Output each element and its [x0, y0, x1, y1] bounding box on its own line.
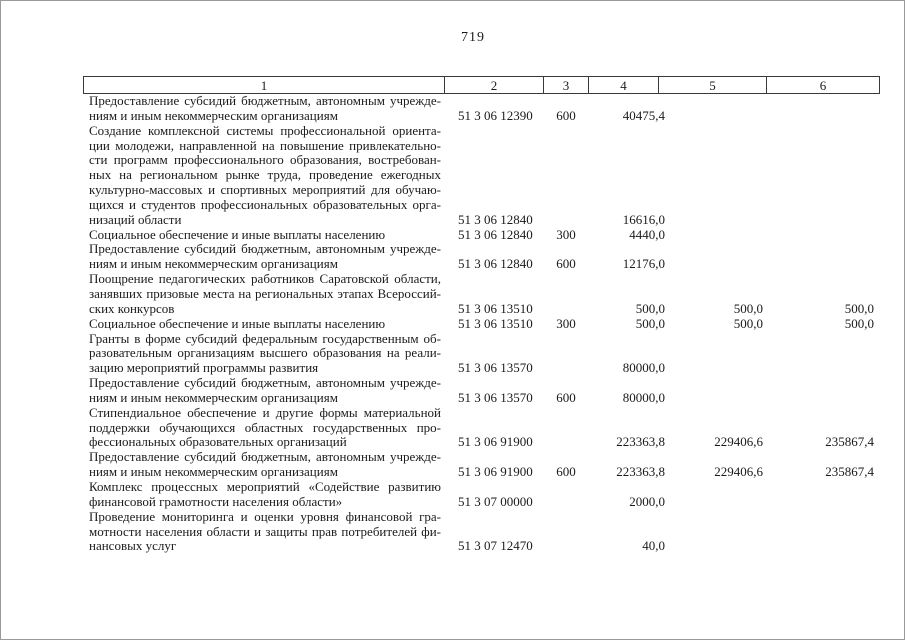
column-header-3: 3	[544, 77, 589, 93]
expense-type-cell: 600	[556, 389, 576, 405]
program-name-line: ниям и иным некоммерческим организациям	[89, 464, 338, 480]
table-row	[83, 480, 880, 510]
column-header-6: 6	[819, 78, 827, 93]
program-name-line: низаций области	[89, 211, 182, 227]
expense-type-cell: 300	[556, 315, 576, 331]
program-name-line: Социальное обеспечение и иные выплаты населению	[89, 226, 386, 242]
amount-col4-cell: 223363,8	[616, 464, 665, 480]
program-name-line: мотности населения области и защиты прав потребителей фи-	[89, 523, 441, 539]
program-name-line: ниям и иным некоммерческим организациям	[89, 256, 338, 272]
budget-code-cell: 51 3 06 13570	[458, 360, 533, 376]
amount-col4-cell: 80000,0	[622, 360, 665, 376]
amount-col4-cell: 2000,0	[629, 493, 665, 509]
budget-code-cell: 51 3 06 12390	[458, 107, 533, 123]
budget-code-cell: 51 3 06 91900	[458, 434, 533, 450]
amount-col5-cell: 500,0	[733, 300, 763, 316]
program-name-line: разовательным организациям высшего образования на реали-	[89, 345, 441, 361]
program-name-line: ниям и иным некоммерческим организациям	[89, 107, 338, 123]
program-name-cell	[89, 332, 441, 377]
program-name-line: щихся и студентов профессиональных образовательных орга-	[89, 196, 441, 212]
column-header-1: 1	[84, 77, 445, 93]
expense-type-cell: 600	[556, 107, 576, 123]
program-name-cell	[89, 480, 441, 510]
budget-code-cell: 51 3 06 91900	[458, 464, 533, 480]
amount-col6-cell: 235867,4	[825, 464, 874, 480]
program-name-line: Комплекс процессных мероприятий «Содействие развитию	[89, 479, 441, 495]
table-body	[83, 94, 880, 554]
amount-col4-cell: 500,0	[635, 315, 665, 331]
table-row	[83, 124, 880, 228]
program-name-line: Стипендиальное обеспечение и другие формы материальной	[89, 404, 441, 420]
amount-col4-cell: 40475,4	[622, 107, 665, 123]
amount-col6-cell: 235867,4	[825, 434, 874, 450]
program-name-line: Предоставление субсидий бюджетным, автономным учрежде-	[89, 375, 441, 391]
program-name-cell	[89, 510, 441, 555]
budget-code-cell: 51 3 06 12840	[458, 211, 533, 227]
table-row	[83, 94, 880, 124]
amount-col4-cell: 12176,0	[622, 256, 665, 272]
program-name-cell	[89, 228, 441, 243]
amount-col6-cell: 500,0	[844, 315, 874, 331]
program-name-line: финансовой грамотности населения области»	[89, 493, 343, 509]
program-name-line: занявших призовые места на региональных этапах Всероссий-	[89, 286, 441, 301]
program-name-line: Гранты в форме субсидий федеральным государственным об-	[89, 330, 441, 346]
program-name-line: Социальное обеспечение и иные выплаты населению	[89, 315, 386, 331]
amount-col5-cell: 229406,6	[714, 434, 763, 450]
program-name-line: Создание комплексной системы профессиональной ориента-	[89, 122, 441, 138]
table-row	[83, 376, 880, 406]
amount-col4-cell: 223363,8	[616, 434, 665, 450]
budget-code-cell: 51 3 06 12840	[458, 226, 533, 242]
table-row	[83, 272, 880, 317]
program-name-line: зацию мероприятий программы развития	[89, 360, 319, 376]
program-name-line: ных на региональном рынке труда, проведение ежегодных	[89, 167, 441, 183]
program-name-cell	[89, 376, 441, 406]
amount-col4-cell: 4440,0	[629, 226, 665, 242]
expense-type-cell: 600	[556, 464, 576, 480]
program-name-line: фессиональных образовательных организаций	[89, 434, 347, 450]
program-name-line: нансовых услуг	[89, 538, 177, 554]
program-name-line: Предоставление субсидий бюджетным, автономным учрежде-	[89, 241, 441, 257]
column-header-5: 5	[659, 77, 767, 93]
amount-col5-cell: 229406,6	[714, 464, 763, 480]
budget-code-cell: 51 3 06 13510	[458, 300, 533, 316]
program-name-cell	[89, 272, 441, 317]
table-row	[83, 450, 880, 480]
expense-type-cell: 300	[556, 226, 576, 242]
budget-code-cell: 51 3 06 12840	[458, 256, 533, 272]
program-name-line: ниям и иным некоммерческим организациям	[89, 389, 338, 405]
expense-type-cell: 600	[556, 256, 576, 272]
table-row	[83, 242, 880, 272]
program-name-line: Предоставление субсидий бюджетным, автономным учрежде-	[89, 449, 441, 465]
program-name-cell	[89, 124, 441, 228]
amount-col5-cell: 500,0	[733, 315, 763, 331]
amount-col4-cell: 80000,0	[622, 389, 665, 405]
program-name-line: ции молодежи, направленной на повышение привлекательно-	[89, 137, 441, 153]
table-row	[83, 317, 880, 332]
program-name-cell	[89, 94, 441, 124]
table-row	[83, 228, 880, 243]
table-header-row	[83, 76, 880, 94]
column-header-2: 2	[445, 77, 544, 93]
program-name-line: культурно-массовых и спортивных мероприятий для обучаю-	[89, 182, 441, 198]
column-header-4: 4	[589, 77, 659, 93]
amount-col6-cell: 500,0	[844, 300, 874, 316]
table-row	[83, 332, 880, 377]
program-name-line: Предоставление субсидий бюджетным, автономным учрежде-	[89, 93, 441, 108]
budget-table	[83, 76, 880, 554]
program-name-cell	[89, 450, 441, 480]
budget-code-cell: 51 3 06 13570	[458, 389, 533, 405]
budget-code-cell: 51 3 07 12470	[458, 538, 533, 554]
page-number: 719	[461, 30, 485, 45]
program-name-cell	[89, 317, 441, 332]
amount-col4-cell: 500,0	[635, 300, 665, 316]
program-name-line: Поощрение педагогических работников Саратовской области,	[89, 271, 441, 287]
program-name-line: сти программ профессионального образования, востребован-	[89, 152, 441, 168]
budget-code-cell: 51 3 07 00000	[458, 493, 533, 509]
program-name-cell	[89, 406, 441, 451]
table-row	[83, 406, 880, 451]
amount-col4-cell: 16616,0	[622, 211, 665, 227]
program-name-line: Проведение мониторинга и оценки уровня финансовой гра-	[89, 508, 441, 524]
program-name-cell	[89, 242, 441, 272]
budget-code-cell: 51 3 06 13510	[458, 315, 533, 331]
program-name-line: поддержки обучающихся областных государственных про-	[89, 419, 441, 435]
amount-col4-cell: 40,0	[642, 538, 665, 554]
program-name-line: ских конкурсов	[89, 300, 175, 316]
table-row	[83, 510, 880, 555]
